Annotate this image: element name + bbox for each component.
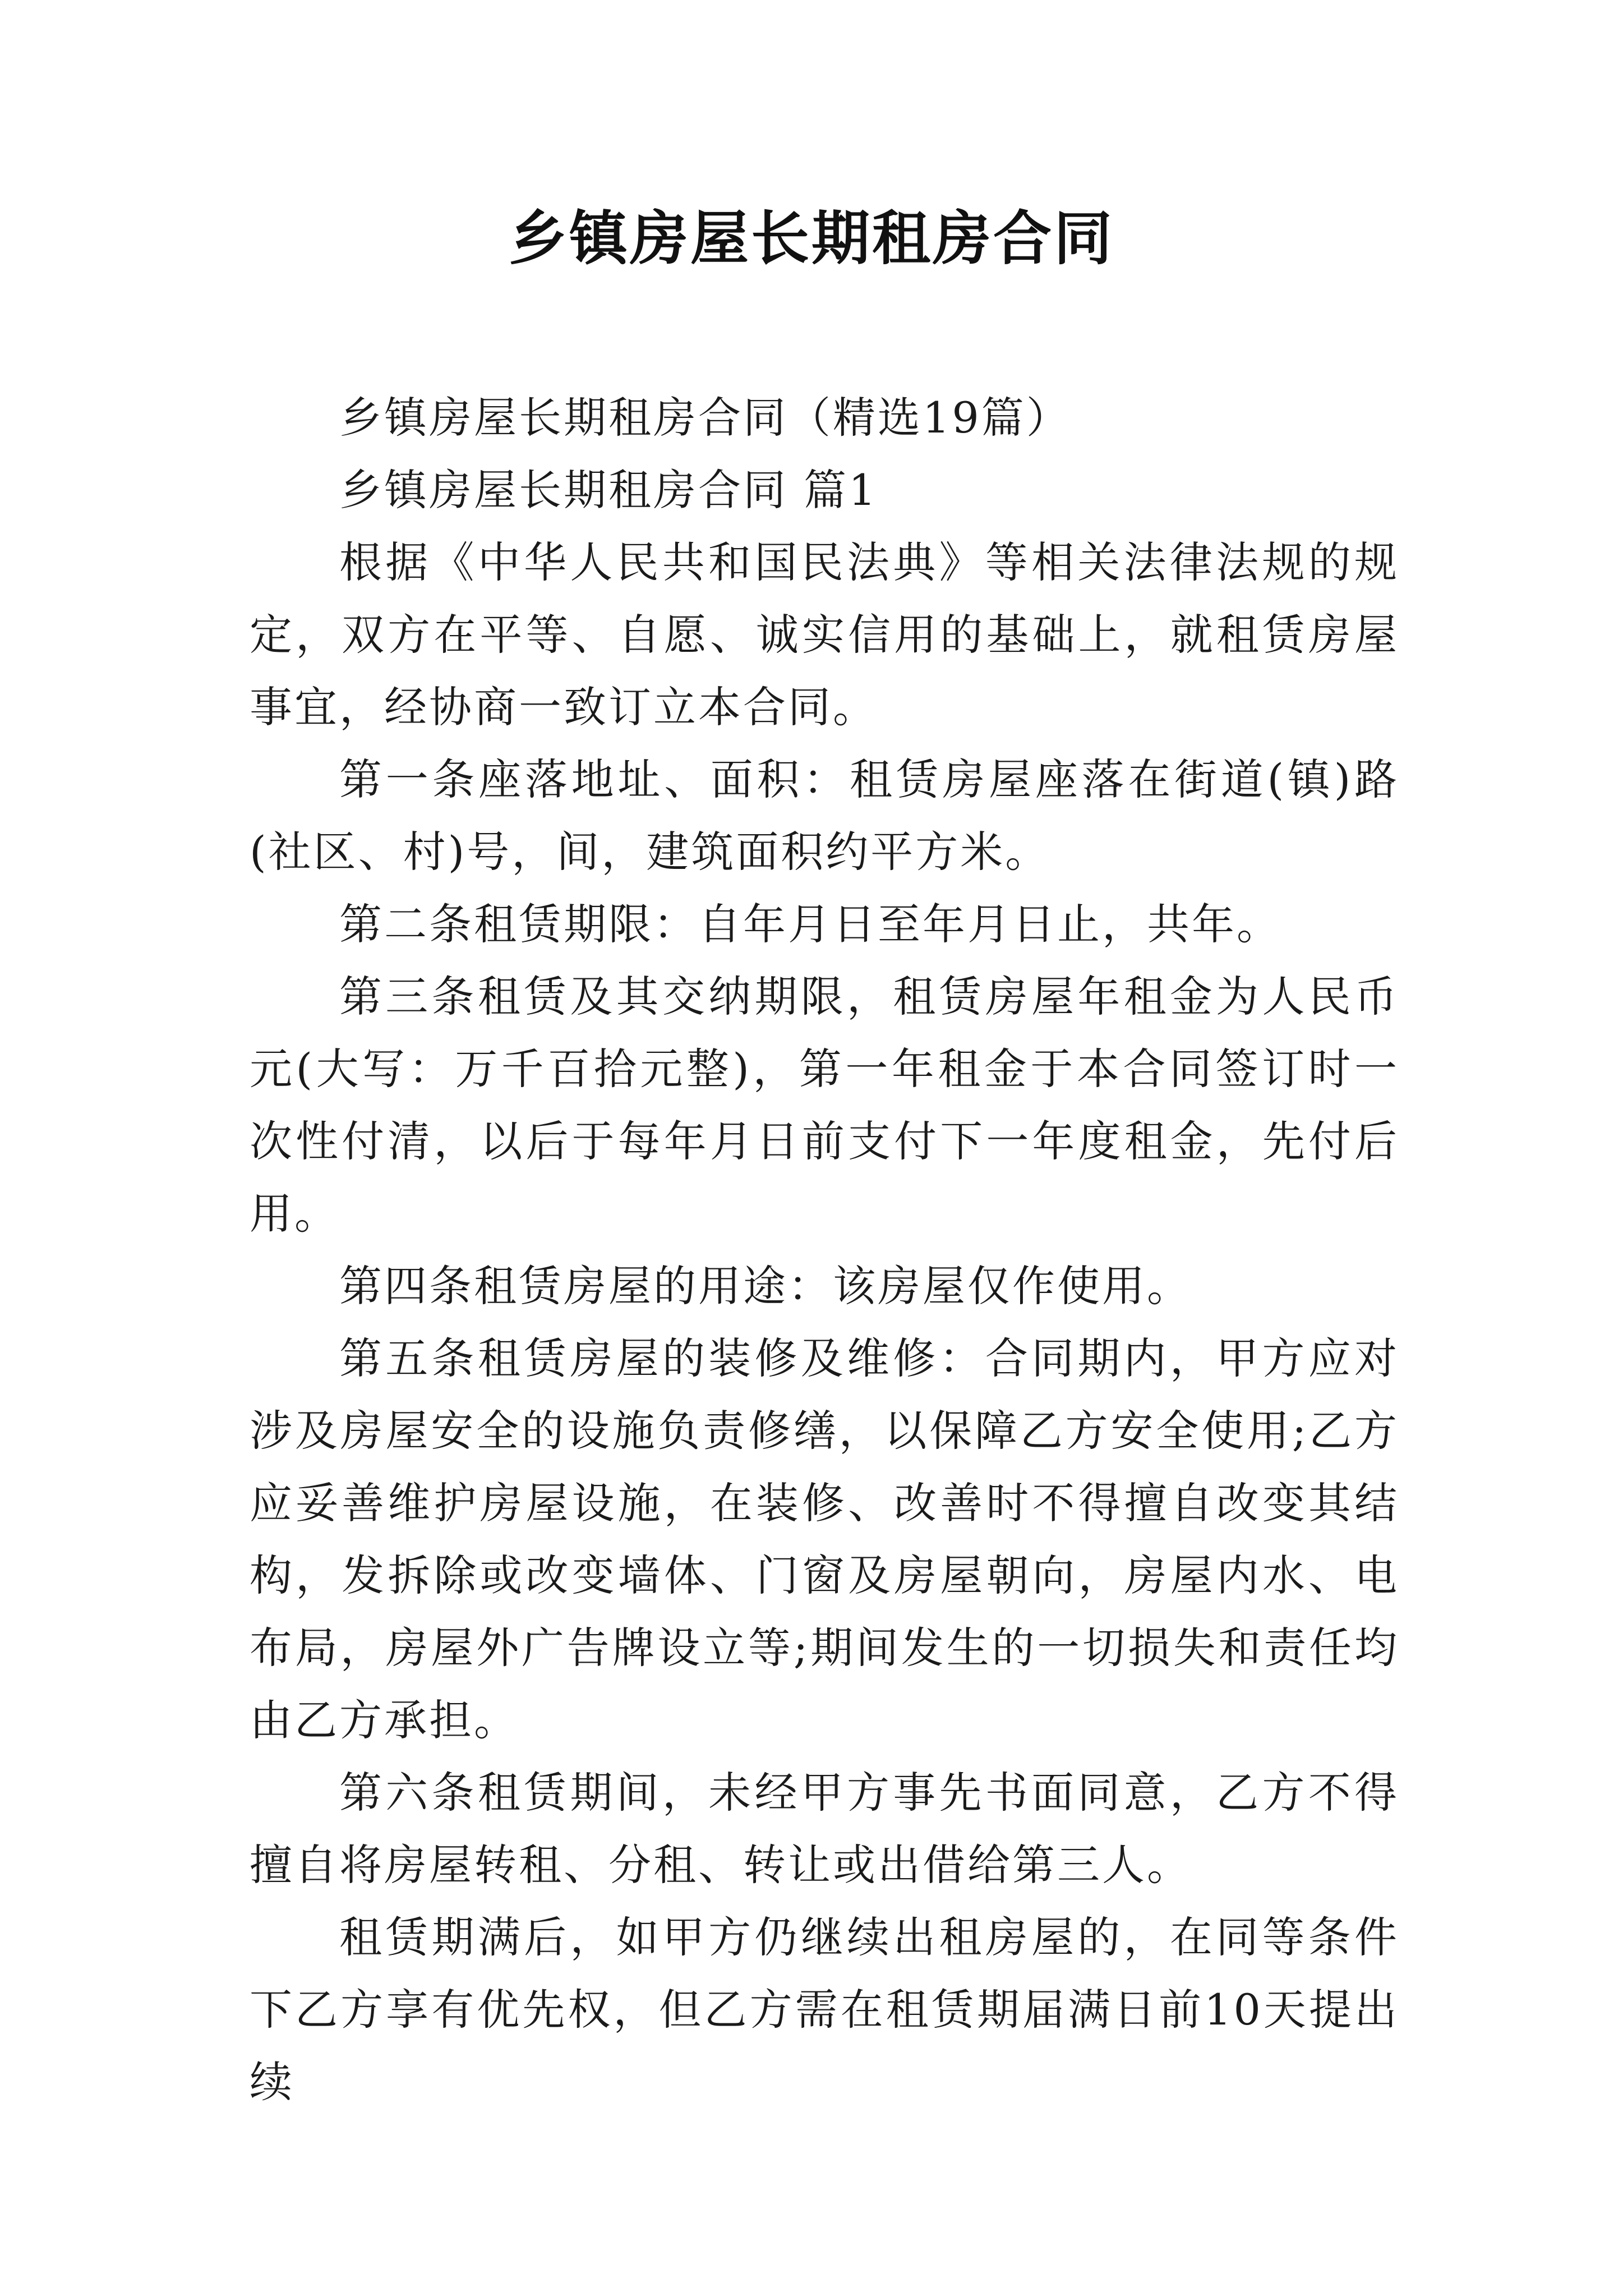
paragraph-article-6: 第六条租赁期间，未经甲方事先书面同意，乙方不得擅自将房屋转租、分租、转让或出借给第三人。 bbox=[250, 1768, 1399, 1890]
paragraph-article-1: 第一条座落地址、面积：租赁房屋座落在街道(镇)路(社区、村)号，间，建筑面积约平方米。 bbox=[250, 754, 1399, 877]
paragraph-preamble: 根据《中华人民共和国民法典》等相关法律法规的规定，双方在平等、自愿、诚实信用的基础上，就租赁房屋事宜，经协商一致订立本合同。 bbox=[250, 537, 1399, 732]
document-body bbox=[250, 381, 1399, 2118]
paragraph-article-5: 第五条租赁房屋的装修及维修：合同期内，甲方应对涉及房屋安全的设施负责修缮，以保障乙方安全使用;乙方应妥善维护房屋设施，在装修、改善时不得擅自改变其结构，发拆除或改变墙体、门窗及房屋朝向，房屋内水、电布局，房屋外广告牌设立等;期间发生的一切损失和责任均由乙方承担。 bbox=[250, 1333, 1399, 1745]
paragraph-article-3: 第三条租赁及其交纳期限，租赁房屋年租金为人民币元(大写：万千百拾元整)，第一年租金于本合同签订时一次性付清，以后于每年月日前支付下一年度租金，先付后用。 bbox=[250, 972, 1399, 1239]
paragraph-article-2: 第二条租赁期限：自年月日至年月日止，共年。 bbox=[339, 899, 1281, 949]
document-title: 乡镇房屋长期租房合同 bbox=[508, 204, 1114, 273]
paragraph-subtitle: 乡镇房屋长期租房合同（精选19篇） bbox=[339, 393, 1071, 443]
paragraph-article-4: 第四条租赁房屋的用途：该房屋仅作使用。 bbox=[339, 1261, 1192, 1311]
paragraph-section-heading: 乡镇房屋长期租房合同 篇1 bbox=[339, 465, 878, 515]
paragraph-renewal: 租赁期满后，如甲方仍继续出租房屋的，在同等条件下乙方享有优先权，但乙方需在租赁期届满日前10天提出续 bbox=[250, 1912, 1399, 2107]
